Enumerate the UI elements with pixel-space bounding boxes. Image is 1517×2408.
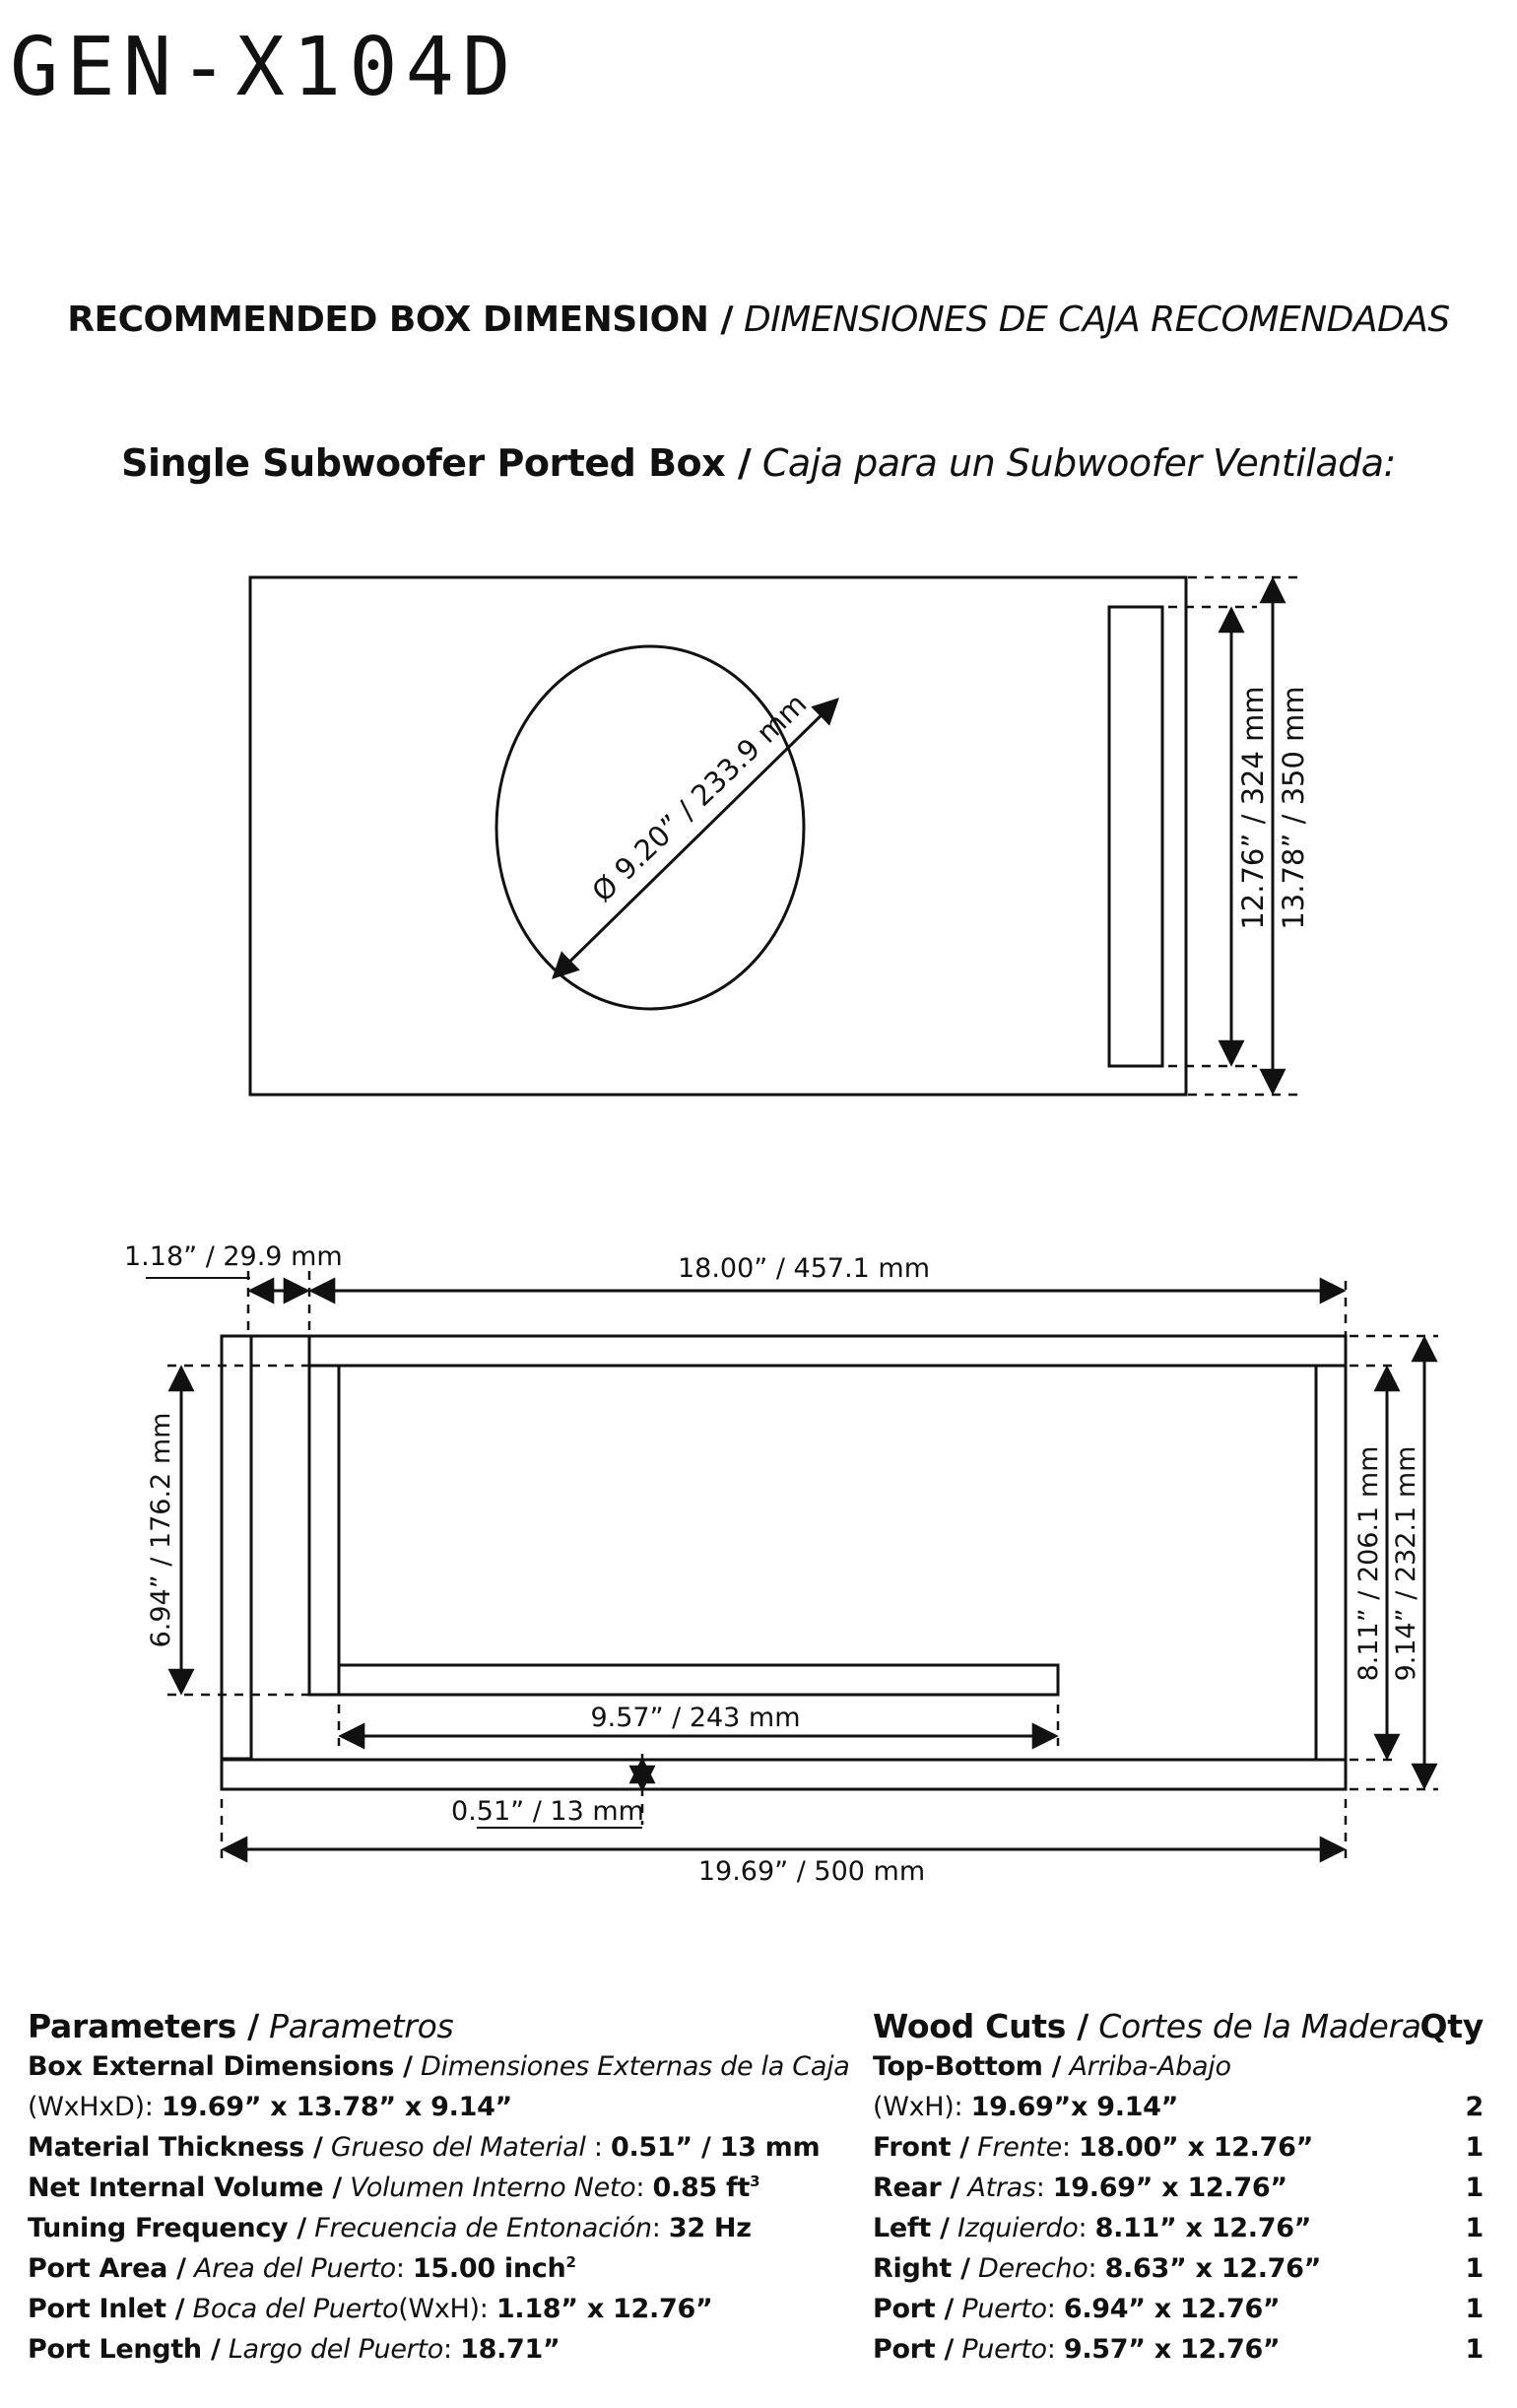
cut-row — [873, 2127, 1484, 2168]
wood-cuts-section — [873, 2006, 1484, 2370]
front-wall — [1316, 1366, 1346, 1760]
cut-sep: : — [1046, 2334, 1056, 2365]
cut-prefix: (WxH): — [873, 2092, 963, 2122]
cut-row — [873, 2248, 1484, 2289]
cut-value: 18.00” x 12.76” — [1079, 2132, 1314, 2163]
param-label-es: Area del Puerto — [193, 2253, 396, 2284]
inner-depth-label: 8.11” / 206.1 mm — [1353, 1445, 1384, 1682]
cut-row — [873, 2087, 1484, 2127]
front-view-diagram — [0, 552, 1517, 1123]
cut-qty: 1 — [1465, 2213, 1484, 2243]
wood-cuts-title-es: Cortes de la Madera — [1098, 2007, 1421, 2045]
param-label-en: Material Thickness / — [28, 2132, 323, 2163]
main-heading-es: DIMENSIONES DE CAJA RECOMENDADAS — [743, 300, 1450, 340]
outer-height-label: 13.78” / 350 mm — [1277, 686, 1310, 930]
cut-qty: 1 — [1465, 2173, 1484, 2203]
cut-sep: : — [1046, 2294, 1056, 2324]
cut-value: 19.69” x 12.76” — [1052, 2173, 1287, 2203]
sub-heading-en: Single Subwoofer Ported Box / — [121, 441, 752, 485]
param-label-es: Largo del Puerto — [228, 2334, 443, 2365]
bottom-wall — [222, 1760, 1346, 1789]
brand-logo — [10, 22, 699, 110]
cut-sep: : — [1088, 2253, 1097, 2284]
param-label-es: Boca del Puerto — [192, 2294, 399, 2324]
sub-heading — [0, 441, 1517, 485]
cut-label-en: Right / — [873, 2253, 970, 2284]
cut-row — [873, 2208, 1484, 2248]
param-superscript: 2 — [565, 2253, 576, 2271]
cut-row — [873, 2329, 1484, 2370]
cut-label-es: Derecho — [977, 2253, 1088, 2284]
param-row — [28, 2329, 850, 2370]
cut-row — [873, 2289, 1484, 2329]
param-row — [28, 2127, 850, 2168]
wood-cuts-header — [873, 2006, 1484, 2046]
cut-label-en: Left / — [873, 2213, 950, 2243]
cut-label-es: Izquierdo — [956, 2213, 1079, 2243]
parameters-header — [28, 2006, 850, 2046]
cut-qty: 1 — [1465, 2132, 1484, 2163]
main-heading — [0, 300, 1517, 340]
param-row — [28, 2046, 850, 2087]
param-label-es: Grueso del Material — [330, 2132, 586, 2163]
port-slot — [1109, 607, 1162, 1066]
param-row — [28, 2168, 850, 2208]
cut-qty: 1 — [1465, 2294, 1484, 2324]
param-sep: : — [585, 2132, 603, 2163]
top-view-diagram — [0, 1232, 1517, 1902]
top-wall — [309, 1336, 1346, 1366]
qty-header: Qty — [1419, 2007, 1484, 2045]
port-wall-length-label: 9.57” / 243 mm — [590, 1703, 801, 1733]
param-value: 18.71” — [460, 2334, 561, 2365]
outer-width-label: 19.69” / 500 mm — [697, 1856, 926, 1887]
cut-label-es: Puerto — [961, 2294, 1047, 2324]
cut-qty: 2 — [1465, 2092, 1484, 2122]
param-label-es: Frecuencia de Entonación — [314, 2213, 652, 2243]
cut-sep: : — [1078, 2213, 1088, 2243]
param-label-en: Box External Dimensions / — [28, 2051, 413, 2082]
param-label-es: Volumen Interno Neto — [350, 2173, 636, 2203]
cut-value: 8.63” x 12.76” — [1104, 2253, 1322, 2284]
param-sep: : — [443, 2334, 452, 2365]
wood-cuts-title-en: Wood Cuts / — [873, 2007, 1089, 2045]
port-depth-label: 6.94” / 176.2 mm — [146, 1412, 176, 1648]
cut-label-en: Rear / — [873, 2173, 960, 2203]
param-value: 32 Hz — [668, 2213, 752, 2243]
port-width-label: 1.18” / 29.9 mm — [124, 1241, 343, 1272]
cut-sep: : — [1061, 2132, 1071, 2163]
port-wall-horizontal — [339, 1665, 1058, 1695]
parameters-title-en: Parameters / — [28, 2007, 259, 2045]
param-sep: : — [651, 2213, 661, 2243]
param-label-en: Port Area / — [28, 2253, 186, 2284]
main-heading-en: RECOMMENDED BOX DIMENSION / — [67, 300, 733, 340]
param-label-en: Port Length / — [28, 2334, 221, 2365]
param-row — [28, 2208, 850, 2248]
param-value: 0.85 ft — [652, 2173, 751, 2203]
param-label-es: Dimensiones Externas de la Caja — [421, 2051, 850, 2082]
inner-width-label: 18.00” / 457.1 mm — [677, 1253, 931, 1284]
model-name: GEN-X104D — [10, 22, 519, 110]
parameters-section — [28, 2006, 850, 2370]
param-row — [28, 2248, 850, 2289]
cut-value: 19.69”x 9.14” — [970, 2092, 1179, 2122]
cut-value: 8.11” x 12.76” — [1094, 2213, 1312, 2243]
param-row — [28, 2087, 850, 2127]
param-row — [28, 2289, 850, 2329]
cut-label-en: Port / — [873, 2294, 955, 2324]
param-sep: : — [635, 2173, 645, 2203]
cutout-diameter-arrow — [554, 700, 837, 977]
cut-row — [873, 2046, 1484, 2087]
cut-label-es: Atras — [967, 2173, 1036, 2203]
param-value: 19.69” x 13.78” x 9.14” — [161, 2092, 513, 2122]
cut-qty: 1 — [1465, 2253, 1484, 2284]
param-value: 1.18” x 12.76” — [495, 2294, 713, 2324]
cut-value: 9.57” x 12.76” — [1063, 2334, 1281, 2365]
param-sep: : — [395, 2253, 405, 2284]
cut-qty: 1 — [1465, 2334, 1484, 2365]
param-label-en: Net Internal Volume / — [28, 2173, 342, 2203]
cut-label-en: Port / — [873, 2334, 955, 2365]
cutout-diameter-label: Ø 9.20” / 233.9 mm — [585, 687, 814, 909]
parameters-title-es: Parametros — [269, 2007, 454, 2045]
cut-label-es: Arriba-Abajo — [1069, 2051, 1231, 2082]
sub-heading-es: Caja para un Subwoofer Ventilada: — [761, 441, 1396, 485]
param-value: 15.00 inch — [412, 2253, 566, 2284]
cut-label-es: Frente — [977, 2132, 1062, 2163]
front-panel — [250, 577, 1186, 1095]
cut-value: 6.94” x 12.76” — [1063, 2294, 1281, 2324]
cut-label-es: Puerto — [961, 2334, 1047, 2365]
outer-depth-label: 9.14” / 232.1 mm — [1391, 1445, 1421, 1682]
param-sep: (WxH): — [398, 2294, 489, 2324]
param-superscript: 3 — [750, 2173, 760, 2190]
param-label-en: Tuning Frequency / — [28, 2213, 306, 2243]
port-wall-vertical — [309, 1366, 339, 1695]
cut-sep: : — [1035, 2173, 1045, 2203]
thickness-label: 0.51” / 13 mm — [451, 1796, 644, 1827]
inner-height-label: 12.76” / 324 mm — [1236, 686, 1270, 930]
param-prefix: (WxHxD): — [28, 2092, 154, 2122]
cut-label-en: Front / — [873, 2132, 969, 2163]
param-value: 0.51” / 13 mm — [610, 2132, 821, 2163]
cut-label-en: Top-Bottom / — [873, 2051, 1062, 2082]
param-label-en: Port Inlet / — [28, 2294, 185, 2324]
cut-row — [873, 2168, 1484, 2208]
